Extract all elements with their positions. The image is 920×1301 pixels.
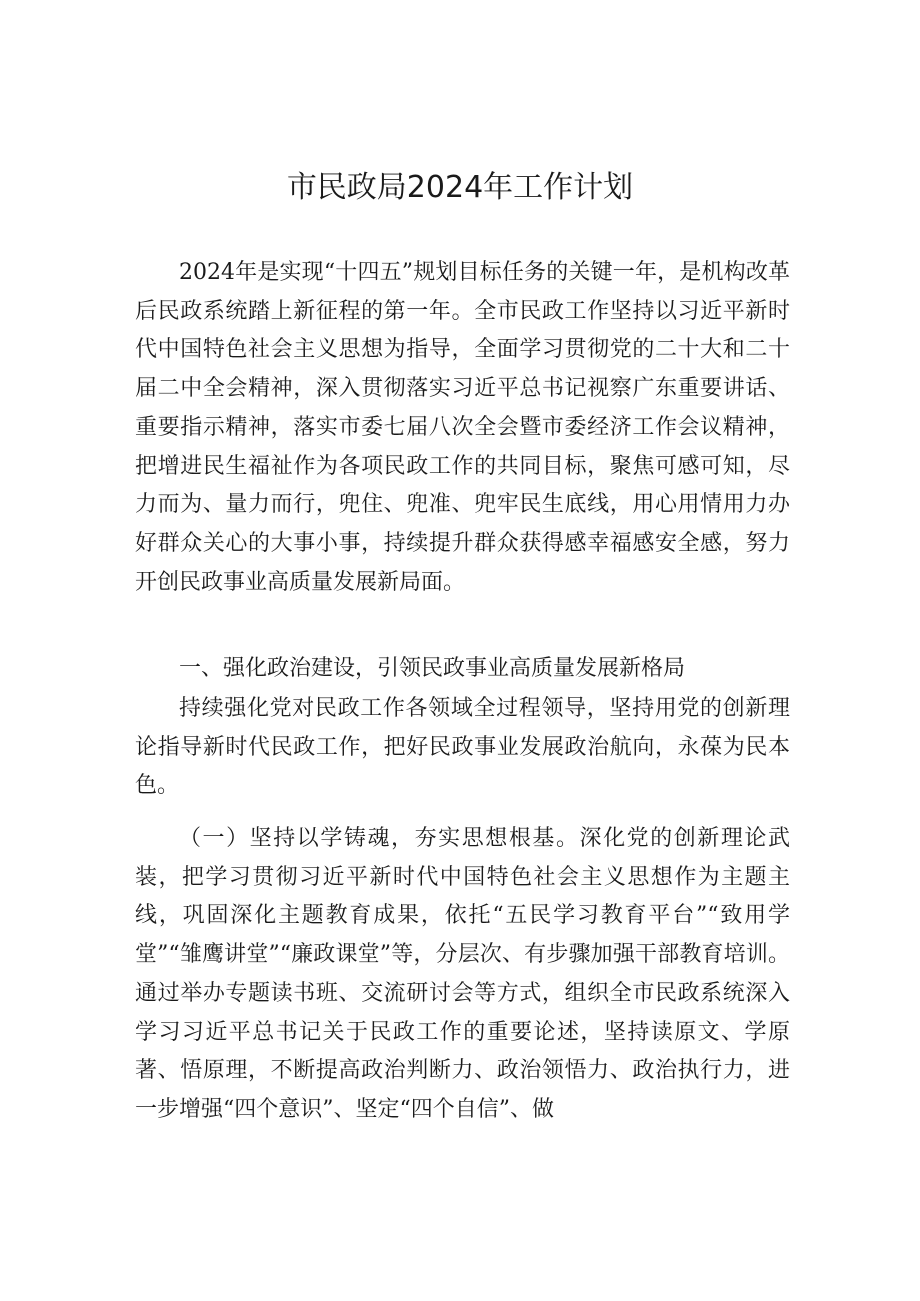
section-1-intro-paragraph: 持续强化党对民政工作各领域全过程领导，坚持用党的创新理论指导新时代民政工作，把好民政事业发展政治航向，永葆为民本色。 — [135, 696, 790, 799]
section-heading-1: 一、强化政治建设，引领民政事业高质量发展新格局 — [179, 656, 686, 681]
section-1-item-1-paragraph: （一）坚持以学铸魂，夯实思想根基。深化党的创新理论武装，把学习贯彻习近平新时代中国特色社会主义思想作为主题主线，巩固深化主题教育成果，依托“五民学习教育平台”“致用学堂”“雏鹰讲堂”“廉政课堂”等，分层次、有步骤加强干部教育培训。通过举办专题读书班、交流研讨会等方式，组织全市民政系统深入学习习近平总书记关于民政工作的重要论述，坚持读原文、学原著、悟原理，不断提高政治判断力、政治领悟力、政治执行力，进一步增强“四个意识”、坚定“四个自信”、做 — [135, 826, 790, 1122]
document-title: 市民政局2024年工作计划 — [286, 170, 634, 205]
opening-paragraph: 2024年是实现“十四五”规划目标任务的关键一年，是机构改革后民政系统踏上新征程的第一年。全市民政工作坚持以习近平新时代中国特色社会主义思想为指导，全面学习贯彻党的二十大和二十届二中全会精神，深入贯彻落实习近平总书记视察广东重要讲话、重要指示精神，落实市委七届八次全会暨市委经济工作会议精神，把增进民生福祉作为各项民政工作的共同目标，聚焦可感可知，尽力而为、量力而行，兜住、兜准、兜牢民生底线，用心用情用力办好群众关心的大事小事，持续提升群众获得感幸福感安全感，努力开创民政事业高质量发展新局面。 — [135, 260, 790, 595]
